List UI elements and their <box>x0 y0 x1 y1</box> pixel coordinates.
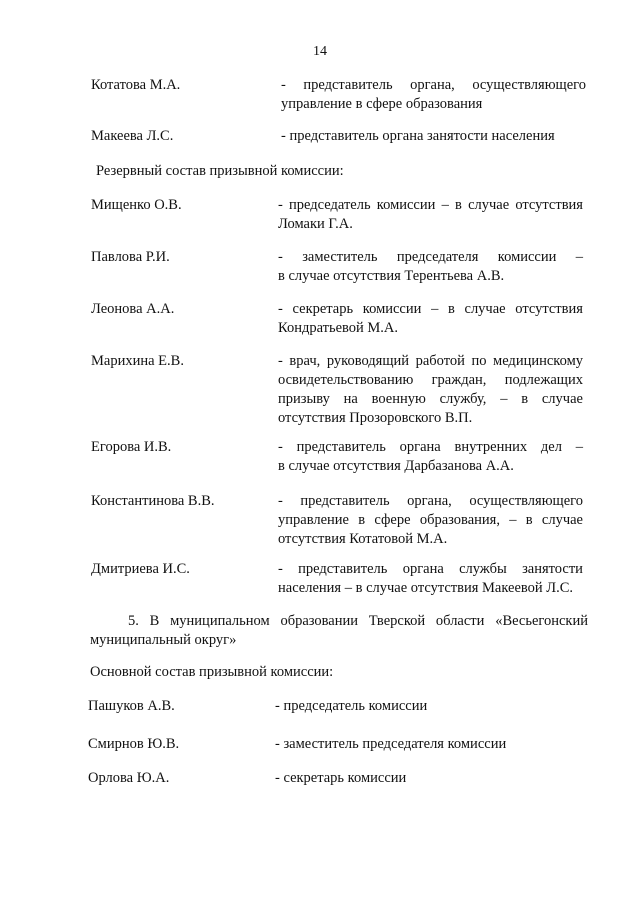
role-line: - председатель комиссии – в случае отсутствия <box>278 197 583 213</box>
paragraph-line: муниципальный округ» <box>90 632 237 648</box>
member-role <box>275 735 580 754</box>
role-line: освидетельствованию граждан, подлежащих <box>278 372 583 388</box>
member-name: Егорова И.В. <box>91 439 172 455</box>
member-name: Макеева Л.С. <box>91 128 174 144</box>
member-name: Марихина Е.В. <box>91 353 184 369</box>
member-role <box>281 127 586 146</box>
role-line: - врач, руководящий работой по медицинскому <box>278 353 583 369</box>
reserve-heading: Резервный состав призывной комиссии: <box>96 163 344 179</box>
role-line: - секретарь комиссии – в случае отсутствия <box>278 301 583 317</box>
role-line: отсутствия Прозоровского В.П. <box>278 410 473 426</box>
member-role <box>278 560 583 598</box>
role-line: - представитель органа, осуществляющего <box>278 493 583 509</box>
member-name: Мищенко О.В. <box>91 197 182 213</box>
member-name: Леонова А.А. <box>91 301 175 317</box>
role-line: призыву на военную службу, – в случае <box>278 391 583 407</box>
member-name: Пашуков А.В. <box>88 698 175 714</box>
member-role <box>281 76 586 114</box>
member-role <box>278 196 583 234</box>
member-name: Смирнов Ю.В. <box>88 736 180 752</box>
role-line: - председатель комиссии <box>275 698 428 714</box>
role-line: управление в сфере образования <box>281 96 483 112</box>
role-line: населения – в случае отсутствия Макеевой Л.С. <box>278 580 574 596</box>
member-name: Павлова Р.И. <box>91 249 170 265</box>
role-line: в случае отсутствия Дарбазанова А.А. <box>278 458 514 474</box>
member-role <box>278 352 583 428</box>
member-role <box>275 769 580 788</box>
member-name: Орлова Ю.А. <box>88 770 170 786</box>
section-5-paragraph <box>90 612 588 650</box>
member-role <box>278 438 583 476</box>
role-line: - представитель органа занятости населения <box>281 128 555 144</box>
page-number: 14 <box>313 44 327 59</box>
role-line: - заместитель председателя комиссии – <box>278 249 583 265</box>
role-line: Ломаки Г.А. <box>278 216 353 232</box>
role-line: - представитель органа внутренних дел – <box>278 439 583 455</box>
role-line: Кондратьевой М.А. <box>278 320 399 336</box>
role-line: в случае отсутствия Терентьева А.В. <box>278 268 505 284</box>
paragraph-line: 5. В муниципальном образовании Тверской области «Весьегонский <box>128 613 588 629</box>
role-line: - представитель органа службы занятости <box>278 561 583 577</box>
member-role <box>278 248 583 286</box>
member-role <box>275 697 580 716</box>
role-line: - секретарь комиссии <box>275 770 407 786</box>
role-line: управление в сфере образования, – в случае <box>278 512 583 528</box>
member-role <box>278 492 583 549</box>
member-role <box>278 300 583 338</box>
role-line: - заместитель председателя комиссии <box>275 736 507 752</box>
role-line: отсутствия Котатовой М.А. <box>278 531 448 547</box>
member-name: Дмитриева И.С. <box>91 561 190 577</box>
main-heading: Основной состав призывной комиссии: <box>90 664 334 680</box>
member-name: Котатова М.А. <box>91 77 181 93</box>
member-name: Константинова В.В. <box>91 493 215 509</box>
role-line: - представитель органа, осуществляющего <box>281 77 586 93</box>
